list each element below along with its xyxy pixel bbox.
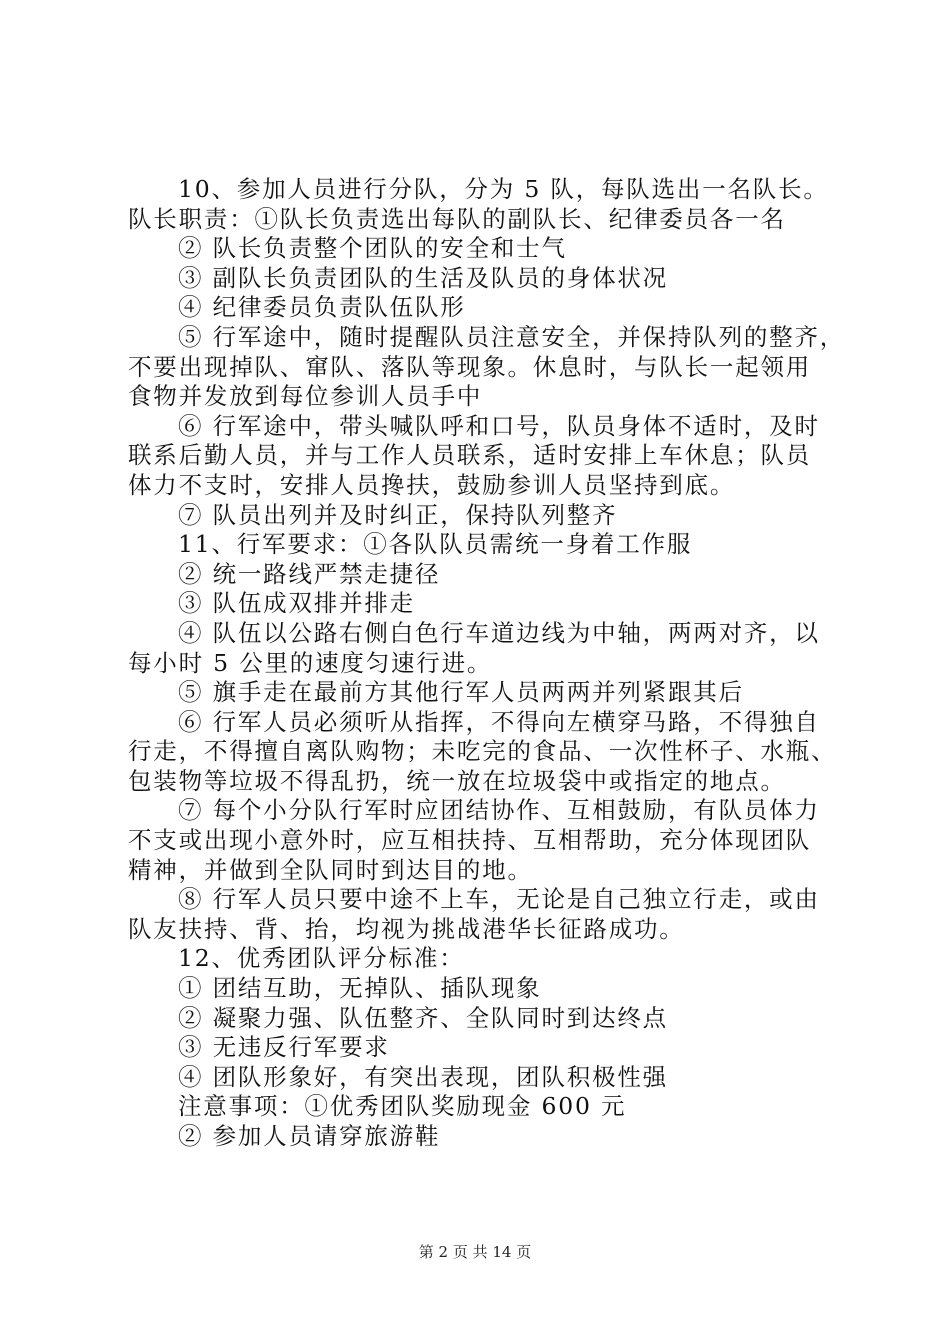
text-line: ⑧ 行军人员只要中途不上车，无论是自己独立行走，或由 xyxy=(178,885,820,914)
text-line: ③ 无违反行军要求 xyxy=(178,1033,390,1062)
text-line: 精神，并做到全队同时到达目的地。 xyxy=(128,855,533,884)
text-line: ③ 队伍成双排并排走 xyxy=(178,589,415,618)
text-line: ③ 副队长负责团队的生活及队员的身体状况 xyxy=(178,263,668,292)
text-line: ② 凝聚力强、队伍整齐、全队同时到达终点 xyxy=(178,1003,668,1032)
text-line: ② 队长负责整个团队的安全和士气 xyxy=(178,234,567,263)
text-line: 队长职责：①队长负责选出每队的副队长、纪律委员各一名 xyxy=(128,204,786,233)
text-line: ⑦ 队员出列并及时纠正，保持队列整齐 xyxy=(178,500,618,529)
text-line: 每小时 5 公里的速度匀速行进。 xyxy=(128,648,493,677)
page-footer: 第 2 页 共 14 页 xyxy=(418,1243,532,1261)
text-line: ⑤ 旗手走在最前方其他行军人员两两并列紧跟其后 xyxy=(178,678,744,707)
text-line: ④ 纪律委员负责队伍队形 xyxy=(178,293,466,322)
text-line: 体力不支时，安排人员搀扶，鼓励参训人员坚持到底。 xyxy=(128,470,736,499)
text-line: 联系后勤人员，并与工作人员联系，适时安排上车休息；队员 xyxy=(128,441,812,470)
text-line: ④ 团队形象好，有突出表现，团队积极性强 xyxy=(178,1062,668,1091)
text-line: ⑥ 行军人员必须听从指挥，不得向左横穿马路，不得独自 xyxy=(178,707,820,736)
text-line: 队友扶持、背、抬，均视为挑战港华长征路成功。 xyxy=(128,914,685,943)
text-line: 12、优秀团队评分标准： xyxy=(178,944,465,973)
text-line: ④ 队伍以公路右侧白色行车道边线为中轴，两两对齐，以 xyxy=(178,618,820,647)
document-body xyxy=(128,175,846,1152)
text-line: 10、参加人员进行分队，分为 5 队，每队选出一名队长。 xyxy=(178,175,829,203)
text-line: 不要出现掉队、窜队、落队等现象。休息时，与队长一起领用 xyxy=(128,352,812,381)
text-line: ⑦ 每个小分队行军时应团结协作、互相鼓励，有队员体力 xyxy=(178,796,820,825)
text-line: 注意事项：①优秀团队奖励现金 600 元 xyxy=(178,1092,627,1121)
text-line: ⑥ 行军途中，带头喊队呼和口号，队员身体不适时，及时 xyxy=(178,411,820,440)
text-line: ① 团结互助，无掉队、插队现象 xyxy=(178,974,542,1003)
text-line: 不支或出现小意外时，应互相扶持、互相帮助，充分体现团队 xyxy=(128,826,812,855)
text-line: 行走，不得擅自离队购物；未吃完的食品、一次性杯子、水瓶、 xyxy=(128,737,837,766)
text-line: 11、行军要求：①各队队员需统一身着工作服 xyxy=(178,530,693,559)
text-line: 食物并发放到每位参训人员手中 xyxy=(128,382,483,411)
text-line: ② 参加人员请穿旅游鞋 xyxy=(178,1122,441,1150)
text-line: ② 统一路线严禁走捷径 xyxy=(178,559,441,588)
text-line: 包装物等垃圾不得乱扔，统一放在垃圾袋中或指定的地点。 xyxy=(128,766,786,795)
text-line: ⑤ 行军途中，随时提醒队员注意安全，并保持队列的整齐， xyxy=(178,322,846,351)
